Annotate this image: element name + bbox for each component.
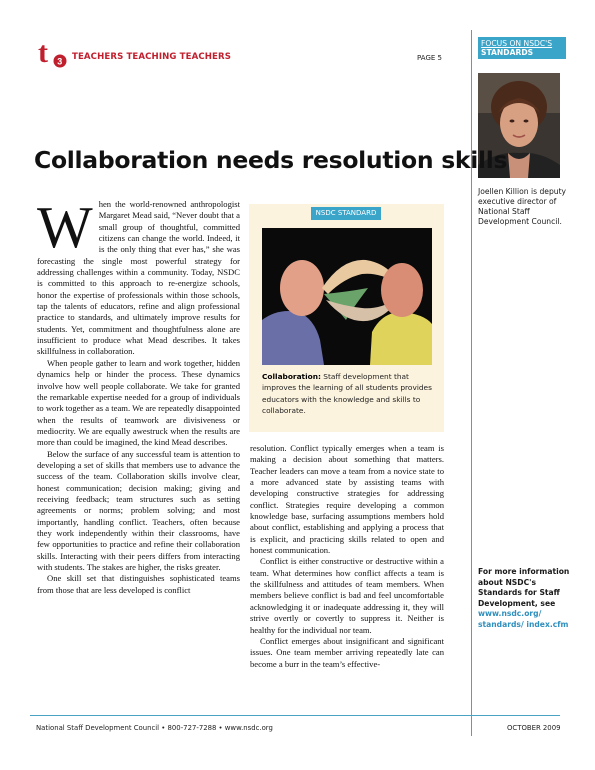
more-info	[478, 567, 578, 631]
paragraph-5: resolution. Conflict typically emerges when a team is making a decision about something that matters. Teacher leaders can move a team from a novice state to a more advanced state by assisting teams with developing constructive strategies for addressing conflict. Strategies require developing a common knowledge base, surfacing assumptions members hold about conflict, establishing and applying a process that is explicit, and practicing skills related to open and honest communication.	[250, 443, 444, 556]
article-column-1	[37, 194, 240, 596]
caption-label: Collaboration:	[262, 372, 321, 381]
page-number: PAGE 5	[417, 54, 442, 62]
standard-caption	[262, 371, 434, 416]
article-column-2	[250, 443, 444, 670]
paragraph-7: Conflict emerges about insignificant and significant issues. One team member arriving repeatedly late can become a burr in the team’s effective-	[250, 635, 444, 669]
focus-tag	[478, 37, 566, 59]
footer-contact: National Staff Development Council • 800-727-7288 • www.nsdc.org	[36, 724, 273, 732]
caption-text: Staff development that improves the learning of all students provides educators with the knowledge and skills to collaborate.	[262, 372, 432, 415]
paragraph-1: hen the world-renowned anthropologist Margaret Mead said, “Never doubt that a small group of thoughtful, committed citizens can change the world. Indeed, it is the only thing that ever has,” she was forecasting the single most powerful strategy for addressing challenges within a community. Today, NSDC is committed to this approach to re-energize schools, honor the expertise of professionals within those schools, tap the talents of educators, refine and align professional practice to standards, and ultimately improve results for students. Yet, commitment and thoughtfulness alone are insufficient to produce what Mead describes. It takes skillfulness in collaboration.	[37, 199, 240, 357]
brand-title: TEACHERS TEACHING TEACHERS	[72, 52, 232, 62]
logo-superscript: 3	[57, 56, 63, 67]
focus-line-1: FOCUS ON NSDC'S	[481, 39, 553, 48]
standard-tag: NSDC STANDARD	[311, 207, 381, 220]
footer-rule	[30, 715, 560, 716]
more-info-text: For more information about NSDC's Standards for Staff Development, see	[478, 567, 570, 608]
paragraph-4: One skill set that distinguishes sophisticated teams from those that are less developed is conflict	[37, 573, 240, 595]
logo-letter: t	[38, 36, 48, 69]
paragraph-6: Conflict is either constructive or destructive within a team. What determines how conflict affects a team is the skillfulness and attitudes of team members. When members believe conflict is bad and feel uncomfortable acknowledging it or inadequate addressing it, they will strive overtly or covertly to suppress it. Neither is healthy for the individual nor team.	[250, 556, 444, 635]
t3-logo	[36, 36, 70, 70]
focus-line-2: STANDARDS	[481, 48, 534, 57]
standards-link[interactable]: www.nsdc.org/ standards/ index.cfm	[478, 609, 569, 629]
column-divider	[471, 30, 472, 736]
paragraph-3: Below the surface of any successful team is attention to developing a set of skills that members use to advance the success of the team. Collaboration skills involve clear, honest communication; decision making; giving and receiving feedback; team structures such as setting agreements or norms; problem solving; and most importantly, handling conflict. Teachers, often because they work independently within their classrooms, have few opportunities to practice and refine their collaboration skills. Interacting with their peers differs from interacting with students. The stakes are higher, the risks greater.	[37, 448, 240, 572]
article-headline: Collaboration needs resolution skills	[34, 146, 508, 174]
paragraph-2: When people gather to learn and work together, hidden dynamics help or hinder the process. These dynamics involve how well people collaborate. We take for granted the remarkable expertise needed for a group of individuals to work together as a team. We are repeatedly disappointed when the results of teamwork are divisiveness or mediocrity. We are equally awestruck when the results are more than could be imagined, the kind Mead describes.	[37, 357, 240, 448]
drop-cap: W	[37, 194, 93, 260]
author-bio: Joellen Killion is deputy executive director of National Staff Development Council.	[478, 187, 567, 226]
footer-date: OCTOBER 2009	[507, 724, 561, 732]
collaboration-illustration	[262, 228, 432, 365]
